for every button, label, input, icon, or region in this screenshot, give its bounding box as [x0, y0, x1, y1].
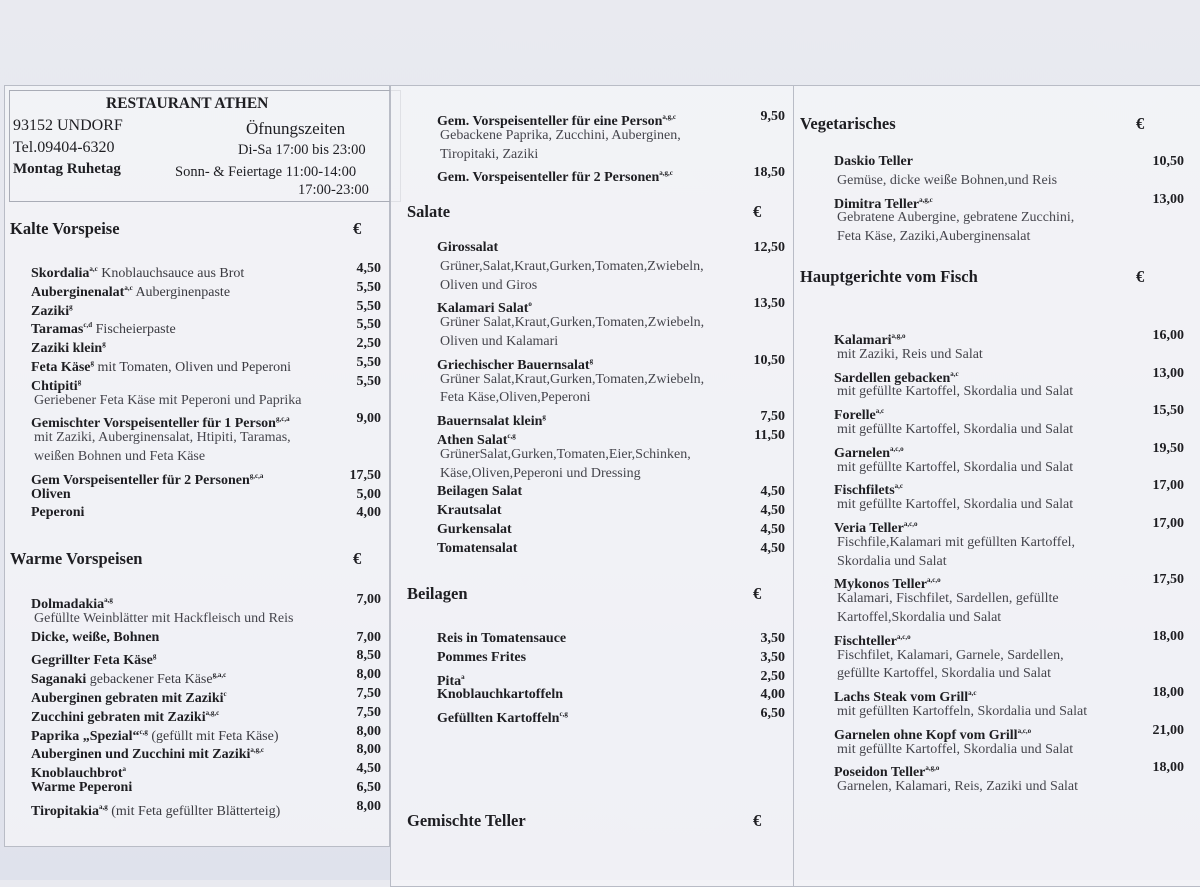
menu-section [391, 811, 793, 833]
item-description-line: Feta Käse,Oliven,Peperoni [440, 390, 591, 406]
item-price: 7,50 [356, 704, 381, 720]
item-name: Knoblauchkartoffeln [437, 687, 564, 703]
allergen-codes: a,g,c [659, 169, 673, 178]
item-description-line: Gebratene Aubergine, gebratene Zucchini, [837, 210, 1075, 226]
item-name: Griechischer Bauernsalat [437, 357, 590, 373]
item-name: Athen Salat [437, 432, 508, 448]
allergen-codes: a [122, 765, 127, 774]
currency-symbol: € [753, 811, 762, 830]
item-name: Gegrillter Feta Käse [31, 653, 153, 669]
item-price: 8,00 [356, 723, 381, 739]
item-name: Paprika „Spezial“ [31, 728, 140, 744]
item-name: Forelle [834, 408, 876, 424]
closed-day: Montag Ruhetag [13, 161, 121, 177]
allergen-codes: a,g [104, 596, 113, 604]
item-price: 4,50 [760, 503, 785, 519]
section-heading [391, 202, 793, 224]
menu-item [5, 647, 389, 669]
menu-item [5, 723, 389, 742]
item-description-line: mit gefüllte Kartoffel, Skordalia und Salat [837, 741, 1074, 757]
item-price: 5,50 [356, 354, 381, 370]
menu-item [794, 327, 1200, 346]
item-description-line: Grüner Salat,Kraut,Gurken,Tomaten,Zwiebeln, [440, 371, 705, 387]
menu-item [794, 759, 1200, 781]
item-description-line: Gebackene Paprika, Zucchini, Auberginen, [440, 127, 681, 143]
allergen-codes: g,a,c [212, 671, 227, 680]
item-description-line: Feta Käse, Zaziki,Auberginensalat [837, 229, 1031, 245]
menu-item [5, 373, 389, 392]
allergen-codes: a,c,o [890, 444, 904, 453]
item-name: Oliven [31, 486, 71, 502]
section-heading [794, 267, 1200, 289]
menu-item [391, 108, 793, 127]
item-price: 6,50 [760, 706, 785, 722]
menu-item [794, 684, 1200, 706]
item-name: Krautsalat [437, 503, 502, 519]
menu-item [5, 279, 389, 298]
item-name: Chtipiti [31, 378, 78, 394]
item-price: 4,50 [760, 521, 785, 537]
opening-hours-sunday-evening: 17:00-23:00 [298, 182, 369, 198]
allergen-codes: a,g,o [891, 332, 906, 340]
allergen-codes: g,c,a [249, 471, 264, 480]
currency-symbol: € [1136, 114, 1145, 133]
item-price: 2,50 [760, 668, 785, 684]
menu-item [391, 649, 793, 668]
menu-item [391, 540, 793, 559]
menu-item [5, 335, 389, 357]
menu-item [5, 410, 389, 432]
menu-item [5, 666, 389, 688]
item-price: 12,50 [753, 240, 785, 255]
allergen-codes: a,c [950, 369, 959, 378]
item-name: Peperoni [31, 505, 85, 521]
item-price: 3,50 [760, 649, 785, 665]
item-name: Pommes Frites [437, 649, 527, 665]
item-name: Fischfilets [834, 483, 895, 499]
item-description-line: Geriebener Feta Käse mit Peperoni und Paprika [34, 392, 302, 408]
section-title: Beilagen [407, 584, 468, 603]
section-title: Salate [407, 202, 451, 221]
item-price: 13,50 [753, 296, 785, 312]
menu-item [5, 798, 389, 817]
allergen-codes: g [90, 358, 94, 367]
menu-item [391, 239, 793, 258]
item-price: 10,50 [1152, 154, 1184, 169]
menu-item [5, 704, 389, 723]
item-price: 3,50 [760, 631, 785, 646]
allergen-codes: a,g,c [205, 708, 220, 717]
menu-item [794, 477, 1200, 499]
item-price: 9,00 [356, 411, 381, 427]
item-price: 19,50 [1152, 440, 1184, 456]
menu-item [5, 467, 389, 486]
item-name: Gem. Vorspeisenteller für 2 Personen [437, 170, 660, 186]
allergen-codes: a,c [124, 283, 133, 292]
item-description: gebackener Feta Käse [89, 672, 213, 688]
menu-section [5, 591, 389, 817]
allergen-codes: a,g,c [250, 746, 264, 755]
item-description-line: Fischfile,Kalamari mit gefüllten Kartoffel, [837, 534, 1076, 550]
item-description-line: mit Zaziki, Reis und Salat [837, 346, 983, 362]
allergen-codes: g [102, 340, 106, 349]
item-name: Gefüllten Kartoffeln [437, 711, 560, 727]
allergen-codes: a,c,o [896, 632, 911, 641]
allergen-codes: o [528, 300, 532, 309]
opening-hours-sunday: Sonn- & Feiertage 11:00-14:00 [175, 164, 357, 180]
menu-item [5, 685, 389, 704]
item-description-line: Gemüse, dicke weiße Bohnen,und Reis [837, 172, 1058, 188]
menu-column-left [4, 85, 390, 847]
section-heading [391, 584, 793, 606]
item-price: 8,00 [356, 742, 381, 758]
menu-section [5, 260, 389, 523]
item-description-line: mit Zaziki, Auberginensalat, Htipiti, Taramas, [34, 430, 291, 446]
menu-section [794, 327, 1200, 797]
allergen-codes: g,c,a [275, 415, 290, 424]
menu-item [5, 316, 389, 338]
allergen-codes: a,c [968, 689, 977, 698]
allergen-codes: c [223, 689, 227, 698]
item-name: Auberginenalat [31, 284, 125, 300]
item-description: Knoblauchsauce aus Brot [101, 266, 245, 281]
item-price: 4,00 [356, 505, 381, 521]
menu-item [5, 760, 389, 782]
item-name: Pita [437, 673, 462, 689]
allergen-codes: g [589, 356, 594, 365]
item-name: Tiropitakia [31, 803, 99, 819]
item-description-line: mit gefüllte Kartoffel, Skordalia und Salat [837, 384, 1074, 400]
menu-section [794, 267, 1200, 289]
item-price: 13,00 [1152, 365, 1184, 381]
item-description: (mit Feta gefüllter Blätterteig) [111, 803, 281, 819]
item-description-line: Fischfilet, Kalamari, Garnele, Sardellen, [837, 647, 1064, 663]
item-price: 4,50 [760, 540, 785, 556]
allergen-codes: a,c,o [1017, 726, 1032, 735]
currency-symbol: € [1136, 267, 1145, 286]
allergen-codes: a,g,o [925, 764, 940, 773]
currency-symbol: € [753, 202, 762, 221]
menu-section [391, 202, 793, 224]
section-heading [794, 114, 1200, 136]
menu-item [5, 629, 389, 648]
item-name: Sardellen gebacken [834, 370, 951, 386]
item-description-line: Grüner,Salat,Kraut,Gurken,Tomaten,Zwiebeln, [440, 258, 704, 274]
menu-item [794, 365, 1200, 384]
item-price: 4,00 [760, 687, 785, 703]
item-name: Dolmadakia [31, 597, 105, 612]
allergen-codes: a,c [89, 265, 98, 273]
menu-item [5, 260, 389, 279]
section-title: Vegetarisches [800, 114, 896, 133]
item-name: Bauernsalat klein [437, 414, 543, 430]
item-description-line: mit gefüllte Kartoffel, Skordalia und Salat [837, 497, 1074, 513]
item-description-line: gefüllte Kartoffel, Skordalia und Salat [837, 666, 1051, 682]
item-description-line: Oliven und Giros [440, 277, 538, 293]
item-price: 8,50 [356, 648, 381, 664]
allergen-codes: a,g [98, 802, 108, 811]
item-name: Veria Teller [834, 520, 904, 536]
item-price: 17,50 [1152, 572, 1184, 588]
item-name: Lachs Steak vom Grill [834, 690, 969, 706]
currency-symbol: € [353, 549, 362, 568]
menu-item [794, 191, 1200, 210]
currency-symbol: € [353, 219, 362, 238]
item-name: Kalamari [834, 333, 892, 348]
item-price: 13,00 [1152, 191, 1184, 207]
menu-item [5, 779, 389, 798]
menu-item [391, 352, 793, 371]
item-description-line: Grüner Salat,Kraut,Gurken,Tomaten,Zwiebeln, [440, 315, 705, 331]
menu-item [391, 686, 793, 705]
item-description-line: Kalamari, Fischfilet, Sardellen, gefüllte [837, 591, 1059, 607]
menu-column-middle [390, 85, 794, 887]
item-price: 4,50 [356, 261, 381, 276]
item-name: Taramas [31, 322, 84, 338]
allergen-codes: c,g [559, 710, 568, 719]
item-name: Reis in Tomatensauce [437, 631, 567, 646]
section-heading [391, 811, 793, 833]
menu-item [5, 741, 389, 763]
menu-section [794, 114, 1200, 136]
menu-section [391, 630, 793, 727]
item-name: Zucchini gebraten mit Zaziki [31, 709, 206, 725]
item-price: 2,50 [356, 336, 381, 352]
menu-item [391, 295, 793, 317]
item-price: 7,00 [356, 629, 381, 645]
allergen-codes: g [542, 413, 546, 422]
menu-item [794, 402, 1200, 424]
item-price: 18,00 [1152, 760, 1184, 776]
item-price: 5,50 [356, 373, 381, 389]
allergen-codes: a [461, 672, 465, 681]
item-name: Dicke, weiße, Bohnen [31, 629, 160, 645]
menu-section [391, 239, 793, 559]
item-price: 7,50 [760, 409, 785, 425]
item-price: 17,50 [349, 467, 381, 483]
opening-hours-label: Öfnungszeiten [246, 119, 346, 138]
item-name: Gem. Vorspeisenteller für eine Person [437, 114, 663, 129]
item-name: Kalamari Salat [437, 301, 529, 317]
item-price: 5,00 [356, 486, 381, 502]
item-price: 11,50 [754, 427, 785, 443]
restaurant-address: 93152 UNDORF [13, 117, 123, 134]
section-title: Warme Vorspeisen [10, 549, 143, 568]
allergen-codes: c,g [139, 727, 148, 736]
menu-section [794, 153, 1200, 247]
item-description-line: weißen Bohnen und Feta Käse [34, 448, 206, 464]
item-price: 18,00 [1152, 628, 1184, 644]
item-name: Auberginen und Zucchini mit Zaziki [31, 747, 251, 763]
menu-section [5, 549, 389, 571]
item-description-line: mit gefüllte Kartoffel, Skordalia und Salat [837, 459, 1074, 475]
item-name: Mykonos Teller [834, 577, 927, 593]
restaurant-phone: Tel.09404-6320 [13, 139, 115, 156]
item-name: Dimitra Teller [834, 196, 920, 212]
item-price: 16,00 [1152, 328, 1184, 343]
menu-item [5, 298, 389, 317]
menu-section [391, 108, 793, 186]
item-description-line: mit gefüllte Kartoffel, Skordalia und Salat [837, 421, 1074, 437]
item-price: 7,00 [356, 592, 381, 607]
allergen-codes: a,g,c [919, 195, 933, 204]
item-price: 15,50 [1152, 403, 1184, 419]
section-heading [5, 549, 389, 571]
allergen-codes: g [77, 377, 82, 386]
item-price: 9,50 [760, 109, 785, 124]
item-name: Saganaki [31, 672, 87, 688]
allergen-codes: g [152, 652, 157, 661]
allergen-codes: a,g,c [662, 113, 677, 121]
item-name: Poseidon Teller [834, 765, 926, 781]
allergen-codes: c,g [507, 431, 516, 440]
item-price: 4,50 [356, 761, 381, 777]
menu-item [5, 591, 389, 610]
allergen-codes: a,c [894, 482, 904, 491]
menu-item [391, 502, 793, 521]
item-description: (gefüllt mit Feta Käse) [151, 728, 279, 744]
menu-item [391, 164, 793, 186]
menu-item [5, 504, 389, 523]
allergen-codes: g [69, 302, 73, 311]
menu-item [391, 521, 793, 540]
menu-item [794, 571, 1200, 593]
item-description-line: Gefüllte Weinblätter mit Hackfleisch und Reis [34, 610, 294, 626]
item-name: Garnelen ohne Kopf vom Grill [834, 727, 1018, 743]
item-name: Knoblauchbrot [31, 766, 123, 782]
opening-hours-weekdays: Di-Sa 17:00 bis 23:00 [238, 142, 366, 158]
menu-item [794, 515, 1200, 534]
item-description-line: Oliven und Kalamari [440, 333, 559, 349]
section-title: Kalte Vorspeise [10, 219, 120, 238]
item-description: mit Tomaten, Oliven und Peperoni [97, 359, 292, 375]
menu-item [794, 628, 1200, 647]
item-description: Auberginenpaste [135, 284, 231, 300]
menu-section [5, 219, 389, 241]
menu-item [391, 483, 793, 502]
item-name: Gurkensalat [437, 521, 512, 537]
item-name: Zaziki [31, 303, 70, 319]
item-name: Garnelen [834, 445, 890, 461]
item-price: 8,00 [356, 667, 381, 683]
menu-item [391, 408, 793, 430]
restaurant-info-box [9, 90, 401, 202]
item-description-line: Kartoffel,Skordalia und Salat [837, 609, 1002, 625]
menu-section [391, 584, 793, 606]
item-name: Gemischter Vorspeisenteller für 1 Person [31, 416, 276, 432]
item-price: 17,00 [1152, 515, 1184, 531]
item-price: 17,00 [1152, 478, 1184, 494]
menu-item [794, 440, 1200, 459]
item-description-line: mit gefüllten Kartoffeln, Skordalia und Salat [837, 703, 1088, 719]
menu-item [5, 486, 389, 505]
item-description-line: Tiropitaki, Zaziki [440, 146, 539, 162]
item-price: 5,50 [356, 317, 381, 333]
item-description-line: Käse,Oliven,Peperoni und Dressing [440, 465, 641, 481]
item-name: Gem Vorspeisenteller für 2 Personen [31, 472, 250, 488]
item-description: Fischeierpaste [95, 322, 176, 338]
section-title: Gemischte Teller [407, 811, 526, 830]
item-price: 6,50 [356, 779, 381, 795]
item-price: 21,00 [1152, 722, 1184, 738]
section-heading [5, 219, 389, 241]
item-price: 4,50 [760, 484, 785, 500]
item-name: Daskio Teller [834, 154, 913, 169]
item-name: Fischteller [834, 633, 897, 649]
allergen-codes: c,d [83, 321, 93, 330]
item-name: Beilagen Salat [437, 484, 523, 500]
currency-symbol: € [753, 584, 762, 603]
menu-item [5, 354, 389, 373]
item-name: Warme Peperoni [31, 779, 133, 795]
menu-item [391, 705, 793, 727]
item-name: Tomatensalat [437, 540, 518, 556]
restaurant-name: RESTAURANT ATHEN [106, 95, 269, 112]
item-price: 5,50 [356, 298, 381, 314]
item-description-line: GrünerSalat,Gurken,Tomaten,Eier,Schinken, [440, 446, 691, 462]
item-price: 8,00 [356, 798, 381, 814]
menu-column-right [793, 85, 1200, 887]
item-description-line: Skordalia und Salat [837, 553, 947, 569]
item-name: Girossalat [437, 240, 499, 255]
menu-item [391, 630, 793, 649]
item-price: 18,00 [1152, 685, 1184, 701]
menu-item [391, 668, 793, 687]
item-price: 18,50 [753, 165, 785, 181]
item-name: Skordalia [31, 266, 90, 281]
allergen-codes: a,c,o [926, 576, 941, 585]
item-name: Auberginen gebraten mit Zaziki [31, 690, 224, 706]
item-name: Zaziki klein [31, 341, 103, 357]
item-description-line: Garnelen, Kalamari, Reis, Zaziki und Salat [837, 779, 1079, 795]
item-name: Feta Käse [31, 359, 91, 375]
section-title: Hauptgerichte vom Fisch [800, 267, 978, 286]
menu-item [391, 427, 793, 446]
item-price: 10,50 [753, 352, 785, 368]
menu-item [794, 722, 1200, 741]
item-price: 7,50 [356, 685, 381, 701]
menu-item [794, 153, 1200, 172]
item-price: 5,50 [356, 279, 381, 295]
allergen-codes: a,c,o [903, 519, 918, 528]
allergen-codes: a,c [875, 407, 885, 416]
